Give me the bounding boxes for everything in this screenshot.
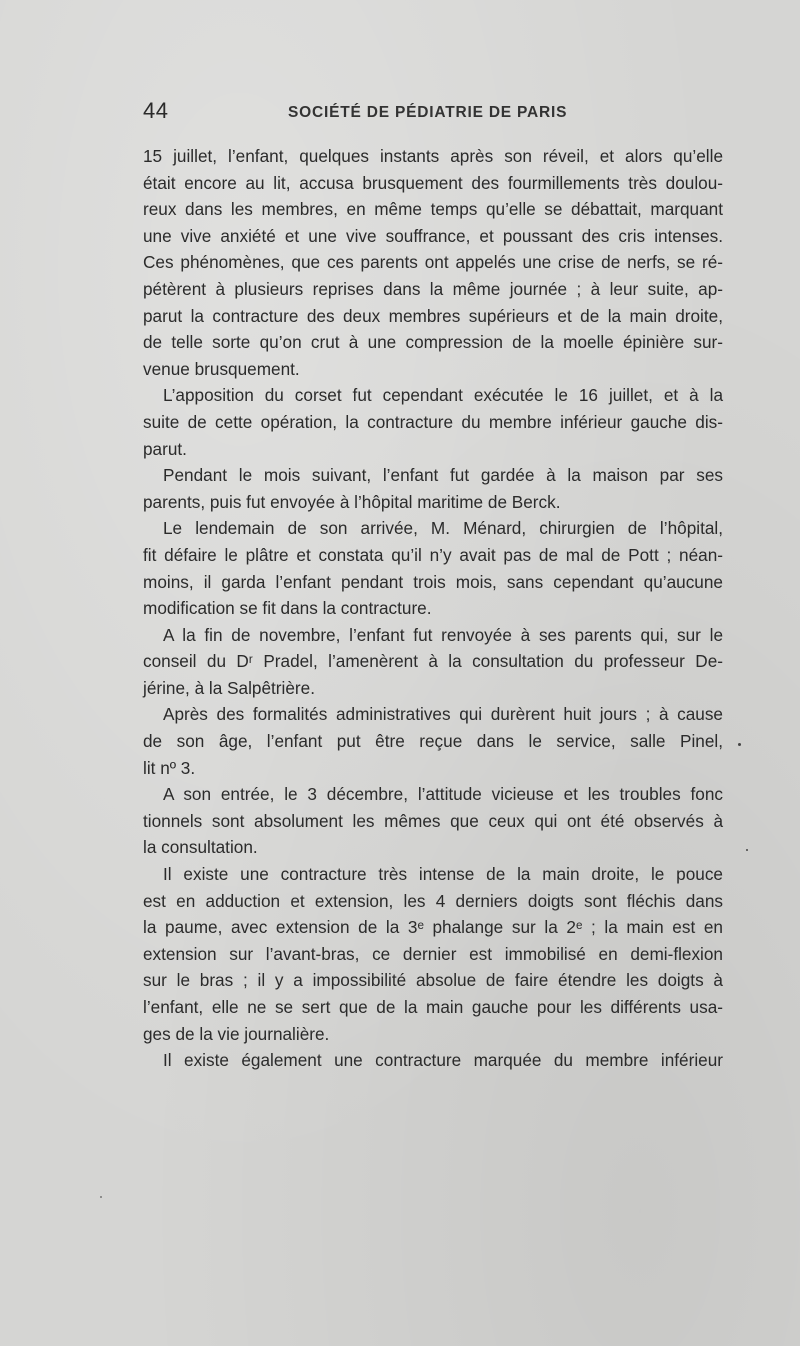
text-line: Ces phénomènes, que ces parents ont appelés une crise de nerfs, se ré- — [143, 252, 723, 273]
text-line: de telle sorte qu’on crut à une compression de la moelle épinière sur- — [143, 332, 723, 353]
text-line: Il existe également une contracture marquée du membre inférieur — [163, 1050, 723, 1071]
text-line: jérine, à la Salpêtrière. — [143, 677, 315, 698]
paper-speck — [738, 743, 741, 746]
text-line: tionnels sont absolument les mêmes que ceux qui ont été observés à — [143, 810, 723, 831]
text-line: Après des formalités administratives qui durèrent huit jours ; à cause — [163, 704, 723, 725]
running-head: SOCIÉTÉ DE PÉDIATRIE DE PARIS — [288, 104, 568, 121]
text-line: Pendant le mois suivant, l’enfant fut gardée à la maison par ses — [163, 465, 723, 486]
text-line: parut. — [143, 438, 187, 459]
text-line: sur le bras ; il y a impossibilité absolue de faire étendre les doigts à — [143, 970, 723, 991]
text-line: une vive anxiété et une vive souffrance, et poussant des cris intenses. — [143, 225, 723, 246]
text-line: conseil du Dʳ Pradel, l’amenèrent à la consultation du professeur De- — [143, 651, 723, 672]
text-line: A la fin de novembre, l’enfant fut renvoyée à ses parents qui, sur le — [163, 624, 723, 645]
text-line: Il existe une contracture très intense de la main droite, le pouce — [163, 864, 723, 885]
text-line: l’enfant, elle ne se sert que de la main gauche pour les différents usa- — [143, 997, 723, 1017]
text-line: est en adduction et extension, les 4 derniers doigts sont fléchis dans — [143, 890, 723, 911]
page-header — [143, 98, 723, 134]
text-line: extension sur l’avant-bras, ce dernier est immobilisé en demi-flexion — [143, 943, 723, 964]
body-text — [143, 143, 723, 1074]
paper-speck — [746, 849, 748, 851]
text-line: fit défaire le plâtre et constata qu’il n’y avait pas de mal de Pott ; néan- — [143, 544, 723, 565]
text-line: Le lendemain de son arrivée, M. Ménard, chirurgien de l’hôpital, — [163, 518, 723, 539]
text-line: modification se fit dans la contracture. — [143, 598, 432, 619]
paper-speck — [100, 1196, 102, 1198]
text-line: lit nº 3. — [143, 757, 196, 778]
text-line: la paume, avec extension de la 3ᵉ phalange sur la 2ᵉ ; la main est en — [143, 917, 723, 938]
page-number: 44 — [143, 98, 169, 123]
text-line: moins, il garda l’enfant pendant trois mois, sans cependant qu’aucune — [143, 571, 723, 592]
text-line: L’apposition du corset fut cependant exécutée le 16 juillet, et à la — [163, 385, 723, 406]
text-line: parut la contracture des deux membres supérieurs et de la main droite, — [143, 305, 723, 326]
text-line: était encore au lit, accusa brusquement des fourmillements très doulou- — [143, 172, 723, 193]
text-line: suite de cette opération, la contracture du membre inférieur gauche dis- — [143, 411, 723, 432]
text-line: reux dans les membres, en même temps qu’elle se débattait, marquant — [143, 199, 723, 220]
text-line: A son entrée, le 3 décembre, l’attitude vicieuse et les troubles fonc — [163, 784, 723, 805]
text-line: ges de la vie journalière. — [143, 1023, 330, 1044]
text-line: la consultation. — [143, 837, 258, 858]
text-line: 15 juillet, l’enfant, quelques instants après son réveil, et alors qu’elle — [143, 146, 723, 166]
text-line: parents, puis fut envoyée à l’hôpital maritime de Berck. — [143, 491, 561, 512]
text-line: venue brusquement. — [143, 358, 300, 379]
text-line: pétèrent à plusieurs reprises dans la même journée ; à leur suite, ap- — [143, 278, 723, 299]
text-line: de son âge, l’enfant put être reçue dans le service, salle Pinel, — [143, 731, 723, 752]
